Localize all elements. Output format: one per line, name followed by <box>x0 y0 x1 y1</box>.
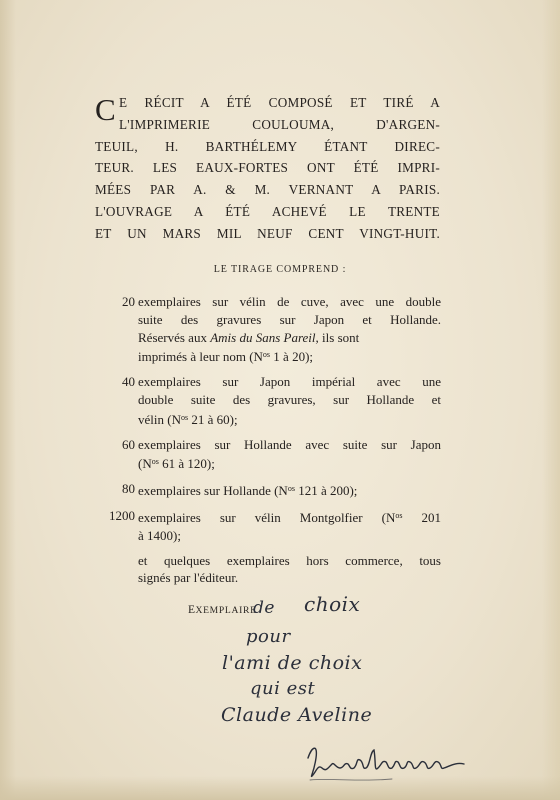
edition-line: suite des gravures sur Japon et Hollande. <box>138 311 441 327</box>
colophon-line: L'OUVRAGE A ÉTÉ ACHEVÉ LE TRENTE <box>95 203 440 219</box>
edition-count: 1200 <box>109 507 135 523</box>
edition-line: ($N^{os}$ 61 à 120); <box>138 456 215 472</box>
edition-item <box>96 373 441 428</box>
colophon-paragraph <box>95 92 440 245</box>
edition-line: imprimés à leur nom ($N^{os}$ 1 à 20); <box>138 349 314 365</box>
tirage-heading: LE TIRAGE COMPREND : <box>213 264 347 275</box>
amis-du-sans-pareil: Amis du Sans Pareil, <box>210 329 319 345</box>
edition-line: vélin ($N^{os}$ 21 à 60); <box>138 411 238 427</box>
edition-line: exemplaires sur vélin de cuve, avec une double <box>138 294 441 309</box>
handwritten-line-2: pour <box>246 626 291 647</box>
paper-edge-left <box>0 0 16 800</box>
handwritten-line-4: qui est <box>250 678 316 699</box>
colophon-line: L'IMPRIMERIE COULOUMA, D'ARGEN- <box>118 116 440 132</box>
paper-edge-bottom <box>0 776 560 800</box>
handwritten-de: de <box>253 598 275 618</box>
edition-item <box>96 436 441 474</box>
colophon-line: MÉES PAR A. & M. VERNANT A PARIS. <box>95 182 440 198</box>
handwritten-line-3: l'ami de choix <box>222 652 363 674</box>
edition-line: exemplaires sur vélin Montgolfier ($N^{os}$ 201 <box>138 509 441 525</box>
edition-count: 40 <box>122 374 135 390</box>
colophon-line-1-rest: E RÉCIT A ÉTÉ COMPOSÉ ET TIRÉ A <box>118 95 440 110</box>
note-line: signés par l'éditeur. <box>138 570 239 586</box>
edition-item <box>96 293 441 366</box>
handwritten-line-1: choix <box>304 592 361 616</box>
edition-line: double suite des gravures, sur Hollande et <box>138 391 441 407</box>
edition-line: exemplaires sur Hollande ($N^{os}$ 121 à 200); <box>138 483 358 499</box>
colophon-line: ET UN MARS MIL NEUF CENT VINGT-HUIT. <box>95 225 440 241</box>
paper-edge-right <box>542 0 560 800</box>
edition-count: 80 <box>122 481 135 497</box>
edition-line: exemplaires sur Hollande avec suite sur Japon <box>138 436 441 452</box>
edition-item <box>96 480 441 500</box>
colophon-line: TEUR. LES EAUX-FORTES ONT ÉTÉ IMPRI- <box>95 160 440 176</box>
drop-cap: C <box>95 92 116 127</box>
colophon-line <box>95 92 440 114</box>
edition-line: à 1400); <box>138 527 181 543</box>
edition-list <box>96 293 441 594</box>
signature <box>302 738 472 788</box>
edition-count: 60 <box>122 436 135 452</box>
edition-note <box>96 552 441 588</box>
colophon-line: TEUIL, H. BARTHÉLEMY ÉTANT DIREC- <box>95 138 440 154</box>
note-line: et quelques exemplaires hors commerce, tous <box>138 552 441 568</box>
handwritten-line-5: Claude Aveline <box>221 704 373 726</box>
edition-line: exemplaires sur Japon impérial avec une <box>138 374 441 390</box>
edition-item <box>96 507 441 545</box>
exemplaire-label: EXEMPLAIRE <box>188 604 257 616</box>
edition-count: 20 <box>122 294 135 309</box>
edition-line: Réservés aux Amis du Sans Pareil, ils sont <box>138 329 360 345</box>
